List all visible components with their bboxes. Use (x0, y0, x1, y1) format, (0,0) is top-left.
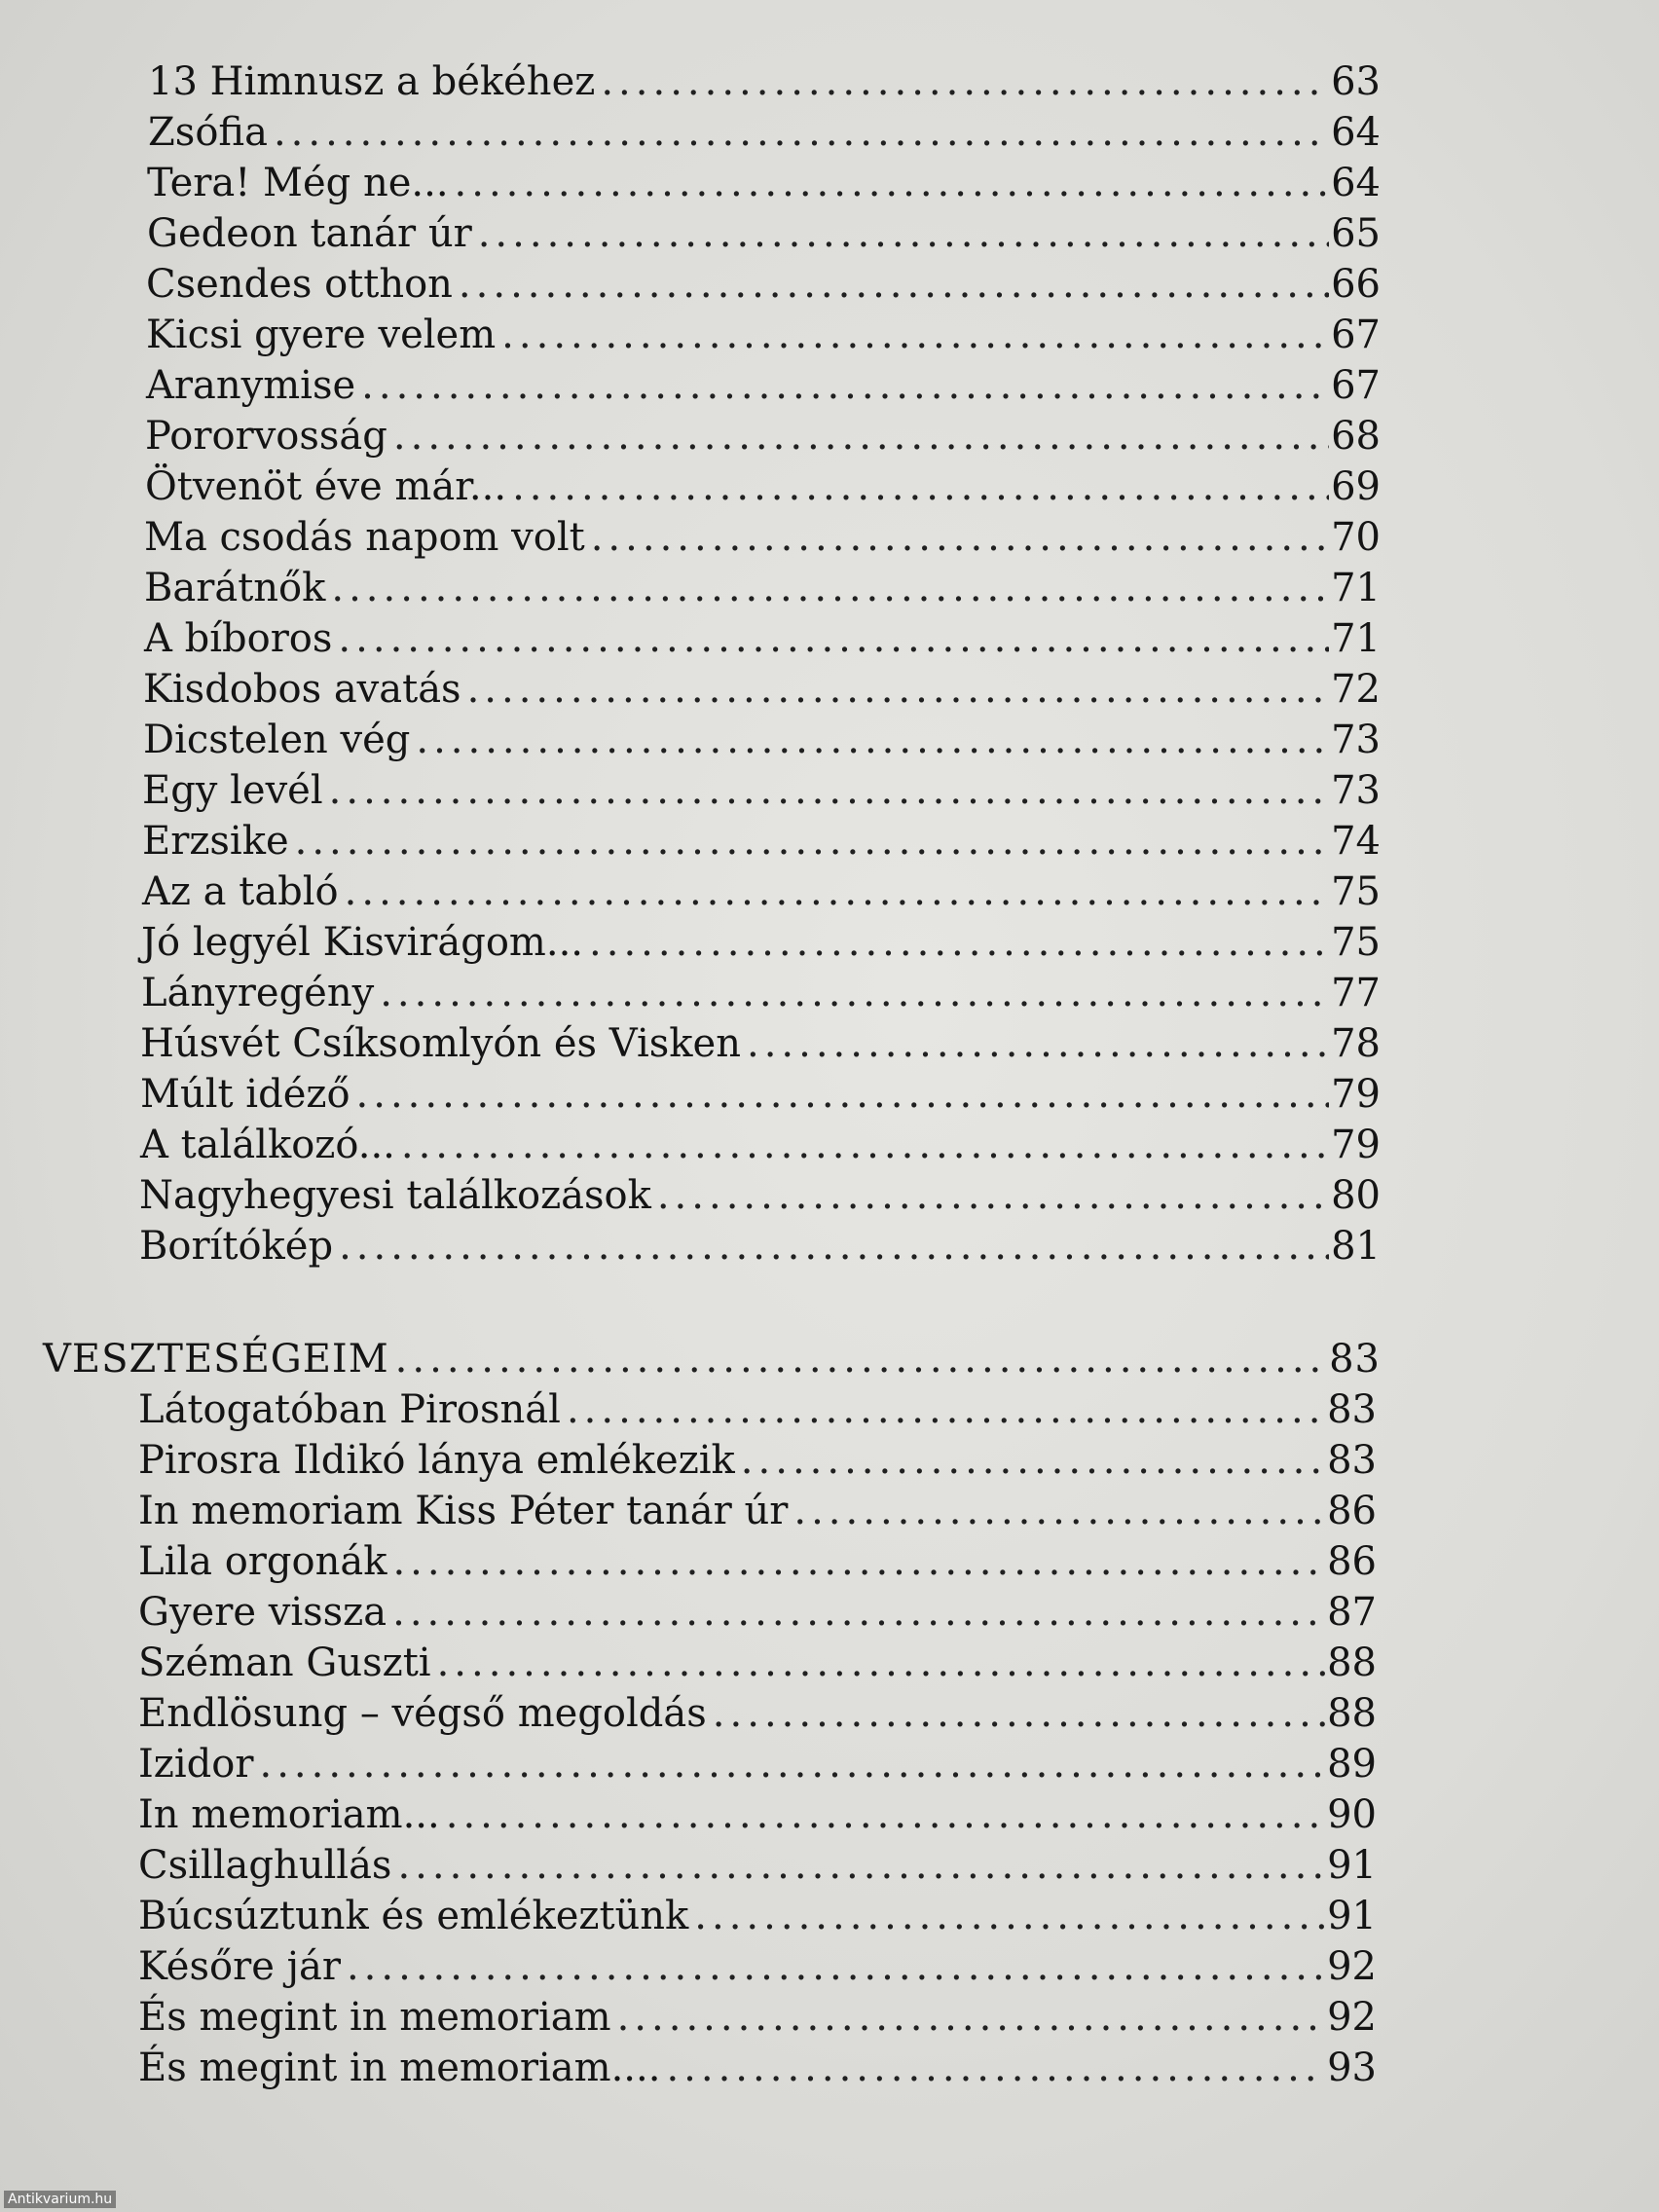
toc-entry (138, 1486, 1377, 1536)
toc-entry (146, 259, 1381, 310)
toc-entry (147, 208, 1381, 259)
entry-page-number: 71 (1331, 566, 1381, 610)
entry-title: Az a tabló (142, 869, 339, 914)
dot-leader (395, 1334, 1327, 1384)
entry-title: A találkozó... (140, 1123, 395, 1167)
entry-title: És megint in memoriam.... (138, 2046, 661, 2090)
entry-page-number: 92 (1327, 1995, 1377, 2040)
entry-page-number: 66 (1331, 262, 1381, 307)
entry-page-number: 80 (1331, 1173, 1381, 1218)
entry-page-number: 75 (1331, 920, 1381, 965)
entry-page-number: 77 (1331, 971, 1381, 1015)
dot-leader (666, 2043, 1325, 2093)
toc-entry (147, 158, 1381, 208)
entry-title: Húsvét Csíksomlyón és Visken (140, 1021, 741, 1066)
entry-page-number: 83 (1329, 1337, 1381, 1382)
toc-entry (138, 1789, 1377, 1840)
entry-title: Lányregény (141, 971, 375, 1015)
entry-title: Jó legyél Kisvirágom... (141, 920, 584, 965)
dot-leader (401, 1120, 1329, 1170)
dot-leader (329, 765, 1329, 816)
toc-entry (138, 1891, 1377, 1941)
entry-title: És megint in memoriam (138, 1995, 611, 2040)
entry-title: Aranymise (146, 363, 356, 408)
dot-leader (591, 512, 1329, 563)
toc-entry (138, 1587, 1377, 1638)
entry-page-number: 90 (1327, 1792, 1377, 1837)
entry-title: Barátnők (144, 566, 326, 610)
entry-page-number: 63 (1331, 59, 1381, 104)
dot-leader (392, 1587, 1325, 1638)
dot-leader (416, 715, 1329, 765)
toc-entry (146, 360, 1381, 411)
toc-entry (145, 461, 1381, 512)
dot-leader (361, 360, 1329, 411)
entry-title: Pirosra Ildikó lánya emlékezik (138, 1438, 735, 1483)
toc-entry (146, 310, 1381, 360)
entry-title: 13 Himnusz a békéhez (148, 59, 596, 104)
entry-page-number: 81 (1331, 1224, 1381, 1269)
toc-entry (140, 1018, 1381, 1069)
entry-page-number: 67 (1331, 313, 1381, 357)
dot-leader (380, 968, 1329, 1018)
toc-entry (138, 1688, 1377, 1739)
dot-leader (331, 563, 1329, 613)
dot-leader (345, 866, 1329, 917)
entry-title: Nagyhegyesi találkozások (139, 1173, 651, 1218)
toc-entry (138, 2043, 1377, 2093)
dot-leader (347, 1941, 1325, 1992)
entry-title: Tera! Még ne... (147, 161, 449, 205)
toc-entry (143, 715, 1381, 765)
entry-title: Ötvenöt éve már... (145, 464, 507, 509)
dot-leader (274, 107, 1329, 158)
dot-leader (567, 1384, 1325, 1435)
dot-leader (467, 664, 1330, 715)
entry-page-number: 72 (1331, 667, 1381, 712)
entry-page-number: 68 (1331, 414, 1381, 459)
entry-title: Csendes otthon (146, 262, 453, 307)
entry-title: Széman Guszti (138, 1641, 431, 1685)
entry-page-number: 92 (1327, 1944, 1377, 1989)
dot-leader (589, 917, 1329, 968)
entry-title: In memoriam Kiss Péter tanár úr (138, 1489, 789, 1533)
toc-entry (143, 664, 1381, 715)
entry-title: Búcsúztunk és emlékeztünk (138, 1894, 689, 1938)
entry-title: Endlösung – végső megoldás (138, 1691, 707, 1736)
toc-entry (141, 917, 1381, 968)
entry-page-number: 75 (1331, 869, 1381, 914)
toc-entry (148, 107, 1381, 158)
entry-page-number: 79 (1331, 1072, 1381, 1117)
dot-leader (259, 1739, 1325, 1789)
toc-entry (144, 563, 1381, 613)
dot-leader (512, 461, 1329, 512)
entry-page-number: 83 (1327, 1438, 1377, 1483)
entry-title: Ma csodás napom volt (144, 515, 585, 560)
entry-page-number: 91 (1327, 1843, 1377, 1888)
dot-leader (747, 1018, 1329, 1069)
entry-page-number: 73 (1331, 718, 1381, 762)
entry-title: Izidor (138, 1742, 254, 1787)
toc-entry (140, 1069, 1381, 1120)
entry-page-number: 71 (1331, 616, 1381, 661)
entry-page-number: 86 (1327, 1489, 1377, 1533)
toc-entry (138, 1941, 1377, 1992)
dot-leader (339, 1221, 1329, 1272)
toc-entry (144, 613, 1381, 664)
entry-page-number: 65 (1331, 211, 1381, 256)
toc-entry (138, 1536, 1377, 1587)
entry-page-number: 89 (1327, 1742, 1377, 1787)
entry-title: Kisdobos avatás (143, 667, 461, 712)
dot-leader (657, 1170, 1329, 1221)
dot-leader (459, 259, 1329, 310)
entry-page-number: 73 (1331, 768, 1381, 813)
dot-leader (437, 1638, 1326, 1688)
entry-page-number: 70 (1331, 515, 1381, 560)
toc-entry (144, 512, 1381, 563)
toc-entry (138, 1992, 1377, 2043)
entry-title: Kicsi gyere velem (146, 313, 497, 357)
dot-leader (501, 310, 1329, 360)
entry-title: Gedeon tanár úr (147, 211, 472, 256)
entry-title: Borítókép (139, 1224, 334, 1269)
dot-leader (741, 1435, 1325, 1486)
dot-leader (713, 1688, 1325, 1739)
entry-title: Egy levél (142, 768, 323, 813)
entry-title: A bíboros (144, 616, 333, 661)
entry-page-number: 88 (1327, 1691, 1377, 1736)
toc-entry (142, 816, 1381, 866)
entry-page-number: 88 (1327, 1641, 1377, 1685)
entry-title: Pororvosság (145, 414, 387, 459)
toc-entry (139, 1221, 1381, 1272)
entry-title: Lila orgonák (138, 1539, 387, 1584)
toc-entry (138, 1384, 1377, 1435)
entry-page-number: 79 (1331, 1123, 1381, 1167)
toc-entry (138, 1739, 1377, 1789)
dot-leader (392, 1536, 1325, 1587)
dot-leader (446, 1789, 1325, 1840)
toc-entry (138, 1435, 1377, 1486)
dot-leader (793, 1486, 1325, 1536)
toc-entry (148, 56, 1381, 107)
entry-page-number: 83 (1327, 1387, 1377, 1432)
entry-title: Múlt idéző (140, 1072, 350, 1117)
entry-title: Erzsike (142, 819, 289, 864)
entry-page-number: 86 (1327, 1539, 1377, 1584)
toc-entry (138, 1638, 1377, 1688)
toc-entry (142, 765, 1381, 816)
entry-page-number: 78 (1331, 1021, 1381, 1066)
dot-leader (338, 613, 1329, 664)
entry-title: Csillaghullás (138, 1843, 392, 1888)
toc-entry (145, 411, 1381, 461)
entry-title: Látogatóban Pirosnál (138, 1387, 561, 1432)
toc-entry (140, 1120, 1381, 1170)
dot-leader (478, 208, 1329, 259)
dot-leader (601, 56, 1329, 107)
entry-title: VESZTESÉGEIM (43, 1337, 389, 1382)
watermark: Antikvarium.hu (4, 2191, 116, 2208)
toc-entry (138, 1840, 1377, 1891)
toc-entry (142, 866, 1381, 917)
toc-entry (139, 1170, 1381, 1221)
entry-title: In memoriam... (138, 1792, 440, 1837)
dot-leader (455, 158, 1330, 208)
entry-title: Későre jár (138, 1944, 341, 1989)
entry-page-number: 69 (1331, 464, 1381, 509)
entry-title: Gyere vissza (138, 1590, 387, 1635)
dot-leader (295, 816, 1329, 866)
entry-title: Dicstelen vég (143, 718, 411, 762)
toc-entry (141, 968, 1381, 1018)
entry-page-number: 93 (1327, 2046, 1377, 2090)
entry-page-number: 64 (1331, 110, 1381, 155)
entry-page-number: 91 (1327, 1894, 1377, 1938)
entry-page-number: 87 (1327, 1590, 1377, 1635)
dot-leader (617, 1992, 1326, 2043)
toc-section-heading (43, 1334, 1381, 1384)
entry-page-number: 74 (1331, 819, 1381, 864)
dot-leader (694, 1891, 1325, 1941)
entry-page-number: 64 (1331, 161, 1381, 205)
dot-leader (393, 411, 1329, 461)
dot-leader (356, 1069, 1330, 1120)
entry-page-number: 67 (1331, 363, 1381, 408)
dot-leader (397, 1840, 1325, 1891)
entry-title: Zsófia (148, 110, 268, 155)
